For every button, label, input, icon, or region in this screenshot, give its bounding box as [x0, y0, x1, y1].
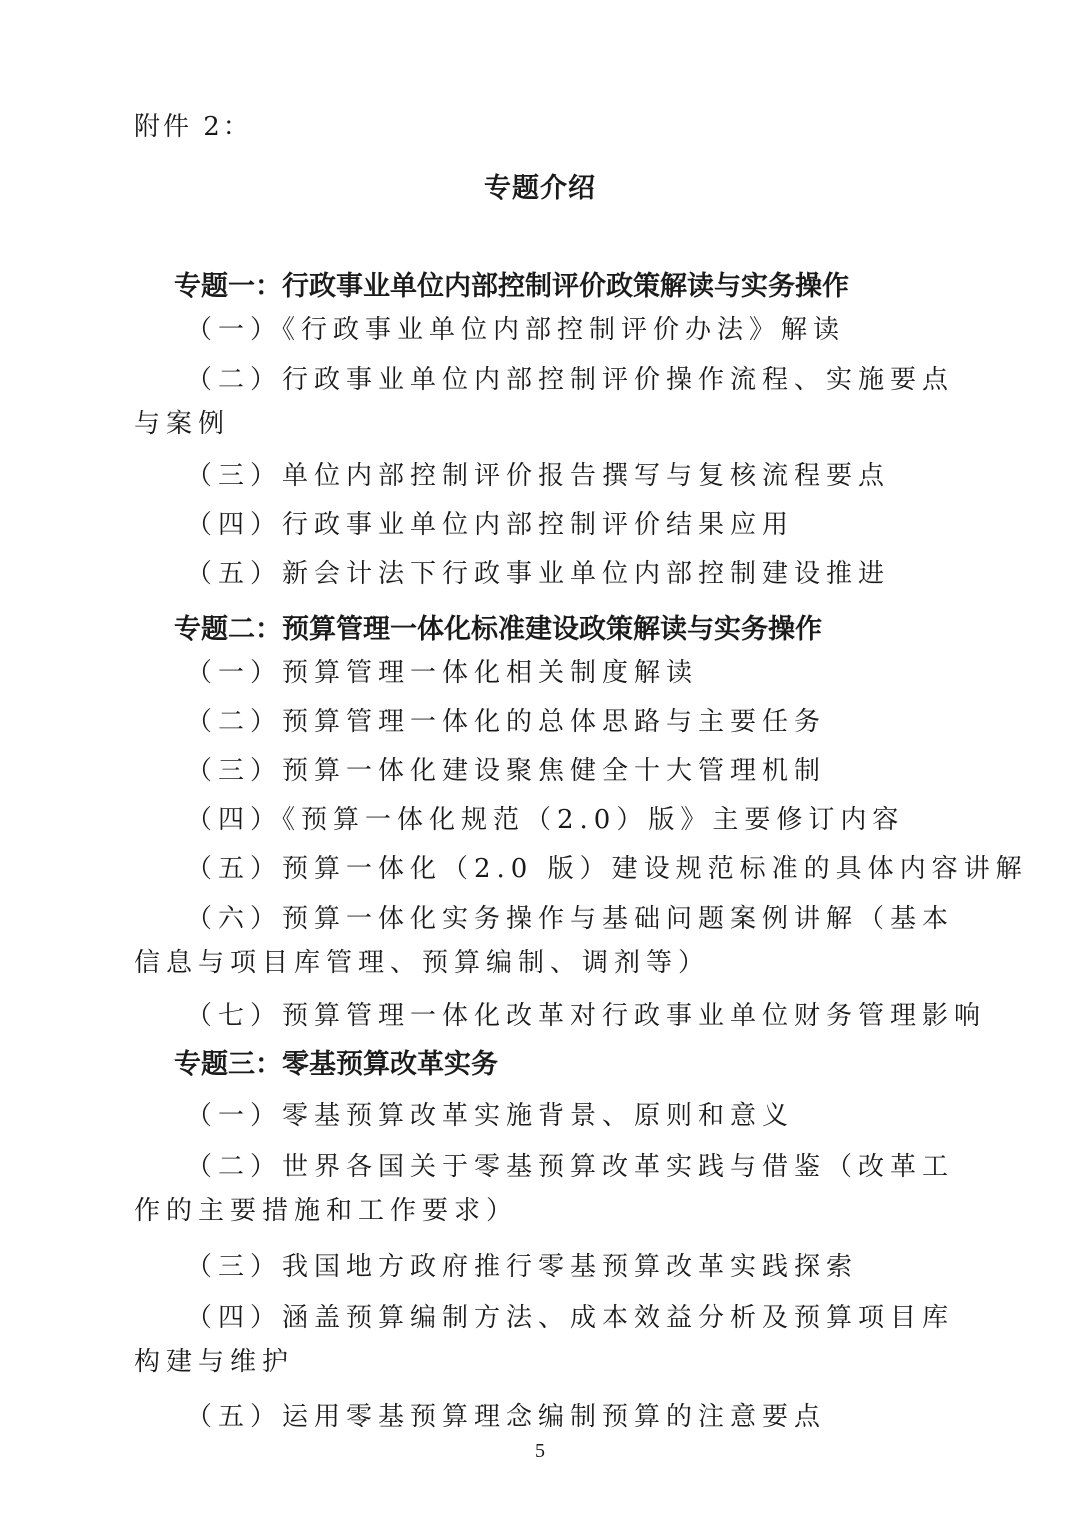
page-title: 专题介绍 [484, 173, 596, 204]
topic-heading-3: 专题三：零基预算改革实务 [174, 1049, 498, 1080]
attachment-label: 附件 2： [134, 112, 252, 142]
page-number: 5 [535, 1440, 545, 1462]
topic-1-item-1: （一）《行政事业单位内部控制评价办法》解读 [186, 315, 846, 345]
topic-3-item-1: （一）零基预算改革实施背景、原则和意义 [186, 1101, 795, 1131]
topic-2-item-4: （四）《预算一体化规范（2.0）版》主要修订内容 [186, 805, 905, 835]
topic-2-item-6: （六）预算一体化实务操作与基础问题案例讲解（基本信息与项目库管理、预算编制、调剂等） [134, 904, 955, 978]
topic-2-item-7: （七）预算管理一体化改革对行政事业单位财务管理影响 [186, 1001, 987, 1031]
topic-1-item-3: （三）单位内部控制评价报告撰写与复核流程要点 [186, 461, 891, 491]
topic-3-item-2: （二）世界各国关于零基预算改革实践与借鉴（改革工作的主要措施和工作要求） [134, 1152, 955, 1226]
topic-1-item-4: （四）行政事业单位内部控制评价结果应用 [186, 510, 795, 540]
topic-2-item-3: （三）预算一体化建设聚焦健全十大管理机制 [186, 756, 827, 786]
topic-2-item-2: （二）预算管理一体化的总体思路与主要任务 [186, 707, 827, 737]
topic-heading-1: 专题一：行政事业单位内部控制评价政策解读与实务操作 [174, 271, 849, 302]
topic-3-item-3: （三）我国地方政府推行零基预算改革实践探索 [186, 1252, 859, 1282]
topic-2-item-1: （一）预算管理一体化相关制度解读 [186, 658, 699, 688]
topic-3-item-4: （四）涵盖预算编制方法、成本效益分析及预算项目库构建与维护 [134, 1303, 955, 1377]
topic-3-item-5: （五）运用零基预算理念编制预算的注意要点 [186, 1402, 827, 1432]
topic-1-item-2: （二）行政事业单位内部控制评价操作流程、实施要点与案例 [134, 365, 955, 439]
topic-heading-2: 专题二：预算管理一体化标准建设政策解读与实务操作 [174, 614, 822, 645]
topic-1-item-5: （五）新会计法下行政事业单位内部控制建设推进 [186, 559, 891, 589]
topic-2-item-5: （五）预算一体化（2.0 版）建设规范标准的具体内容讲解 [186, 854, 1028, 884]
